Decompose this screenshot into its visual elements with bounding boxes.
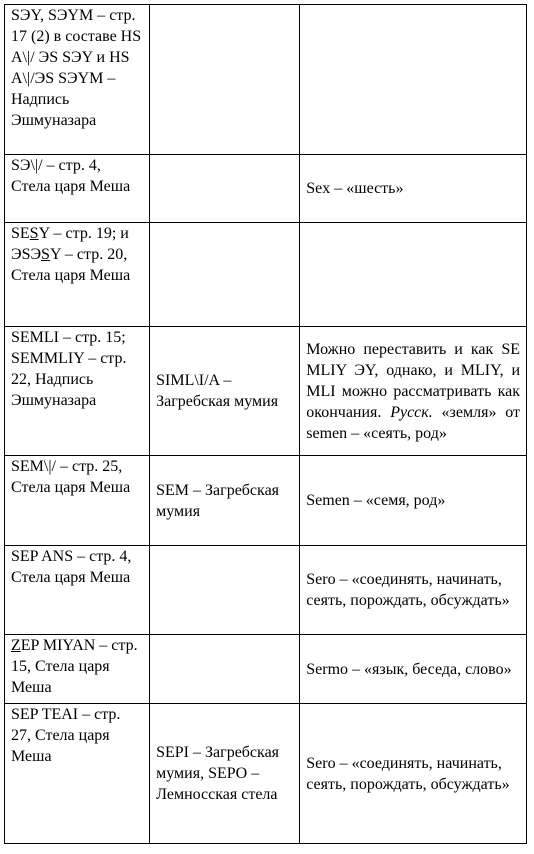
meaning-text: Можно переставить и как SE MLIY ЭY, однако, и MLIY, и MLI можно рассматривать как окончания. <box>306 340 520 421</box>
variant-cell: SIML\I/A – Загребская мумия <box>150 327 300 456</box>
table-row <box>5 5 527 155</box>
meaning-cell: Sero – «соединять, начинать, сеять, порождать, обсуждать» <box>300 546 527 635</box>
variant-cell <box>150 635 300 704</box>
table-row <box>5 327 527 456</box>
meaning-cell: Sex – «шесть» <box>300 155 527 223</box>
meaning-cell: Sermo – «язык, беседа, слово» <box>300 635 527 704</box>
source-cell: SEP TEAI – стр. 27, Стела царя Меша <box>5 704 150 844</box>
variant-cell <box>150 223 300 327</box>
source-text: Y – стр. 19; и ЭSЭ <box>11 225 129 263</box>
variant-cell <box>150 546 300 635</box>
table-row <box>5 155 527 223</box>
source-text: EP MIYAN – стр. 15, Стела царя Меша <box>11 637 138 696</box>
source-cell: SЭ\|/ – стр. 4, Стела царя Меша <box>5 155 150 223</box>
meaning-cell <box>300 223 527 327</box>
source-cell <box>5 635 150 704</box>
source-cell: SEP ANS – стр. 4, Стела царя Меша <box>5 546 150 635</box>
source-cell: SEM\|/ – стр. 25, Стела царя Меша <box>5 456 150 546</box>
underlined-letter: S <box>41 246 50 263</box>
table-row <box>5 456 527 546</box>
variant-cell <box>150 5 300 155</box>
underlined-letter: S <box>29 225 39 242</box>
variant-cell: SEPI – Загребская мумия, SEPO – Лемносская стела <box>150 704 300 844</box>
source-text: SE <box>11 225 30 242</box>
variant-cell: SEM – Загребская мумия <box>150 456 300 546</box>
table-row <box>5 635 527 704</box>
source-cell <box>5 223 150 327</box>
source-text: Y – стр. 20, Стела царя Меша <box>11 246 131 284</box>
table-row <box>5 223 527 327</box>
source-cell: SEMLI – стр. 15; SEMMLIY – стр. 22, Надпись Эшмуназара <box>5 327 150 456</box>
meaning-cell: Sero – «соединять, начинать, сеять, порождать, обсуждать» <box>300 704 527 844</box>
variant-cell <box>150 155 300 223</box>
meaning-italic: Русск. <box>390 403 433 421</box>
table-row <box>5 546 527 635</box>
meaning-cell <box>300 5 527 155</box>
source-cell: SЭY, SЭYM – стр. 17 (2) в составе HS A\|/ ЭS SЭY и HS A\|/ЭS SЭYM – Надпись Эшмуназара <box>5 5 150 155</box>
underlined-letter: Z <box>11 637 21 654</box>
meaning-text: «земля» от semen – «сеять, род» <box>306 403 521 442</box>
table-row <box>5 704 527 844</box>
meaning-cell: Semen – «семя, род» <box>300 456 527 546</box>
lexicon-table <box>4 4 527 844</box>
meaning-cell <box>300 327 527 456</box>
